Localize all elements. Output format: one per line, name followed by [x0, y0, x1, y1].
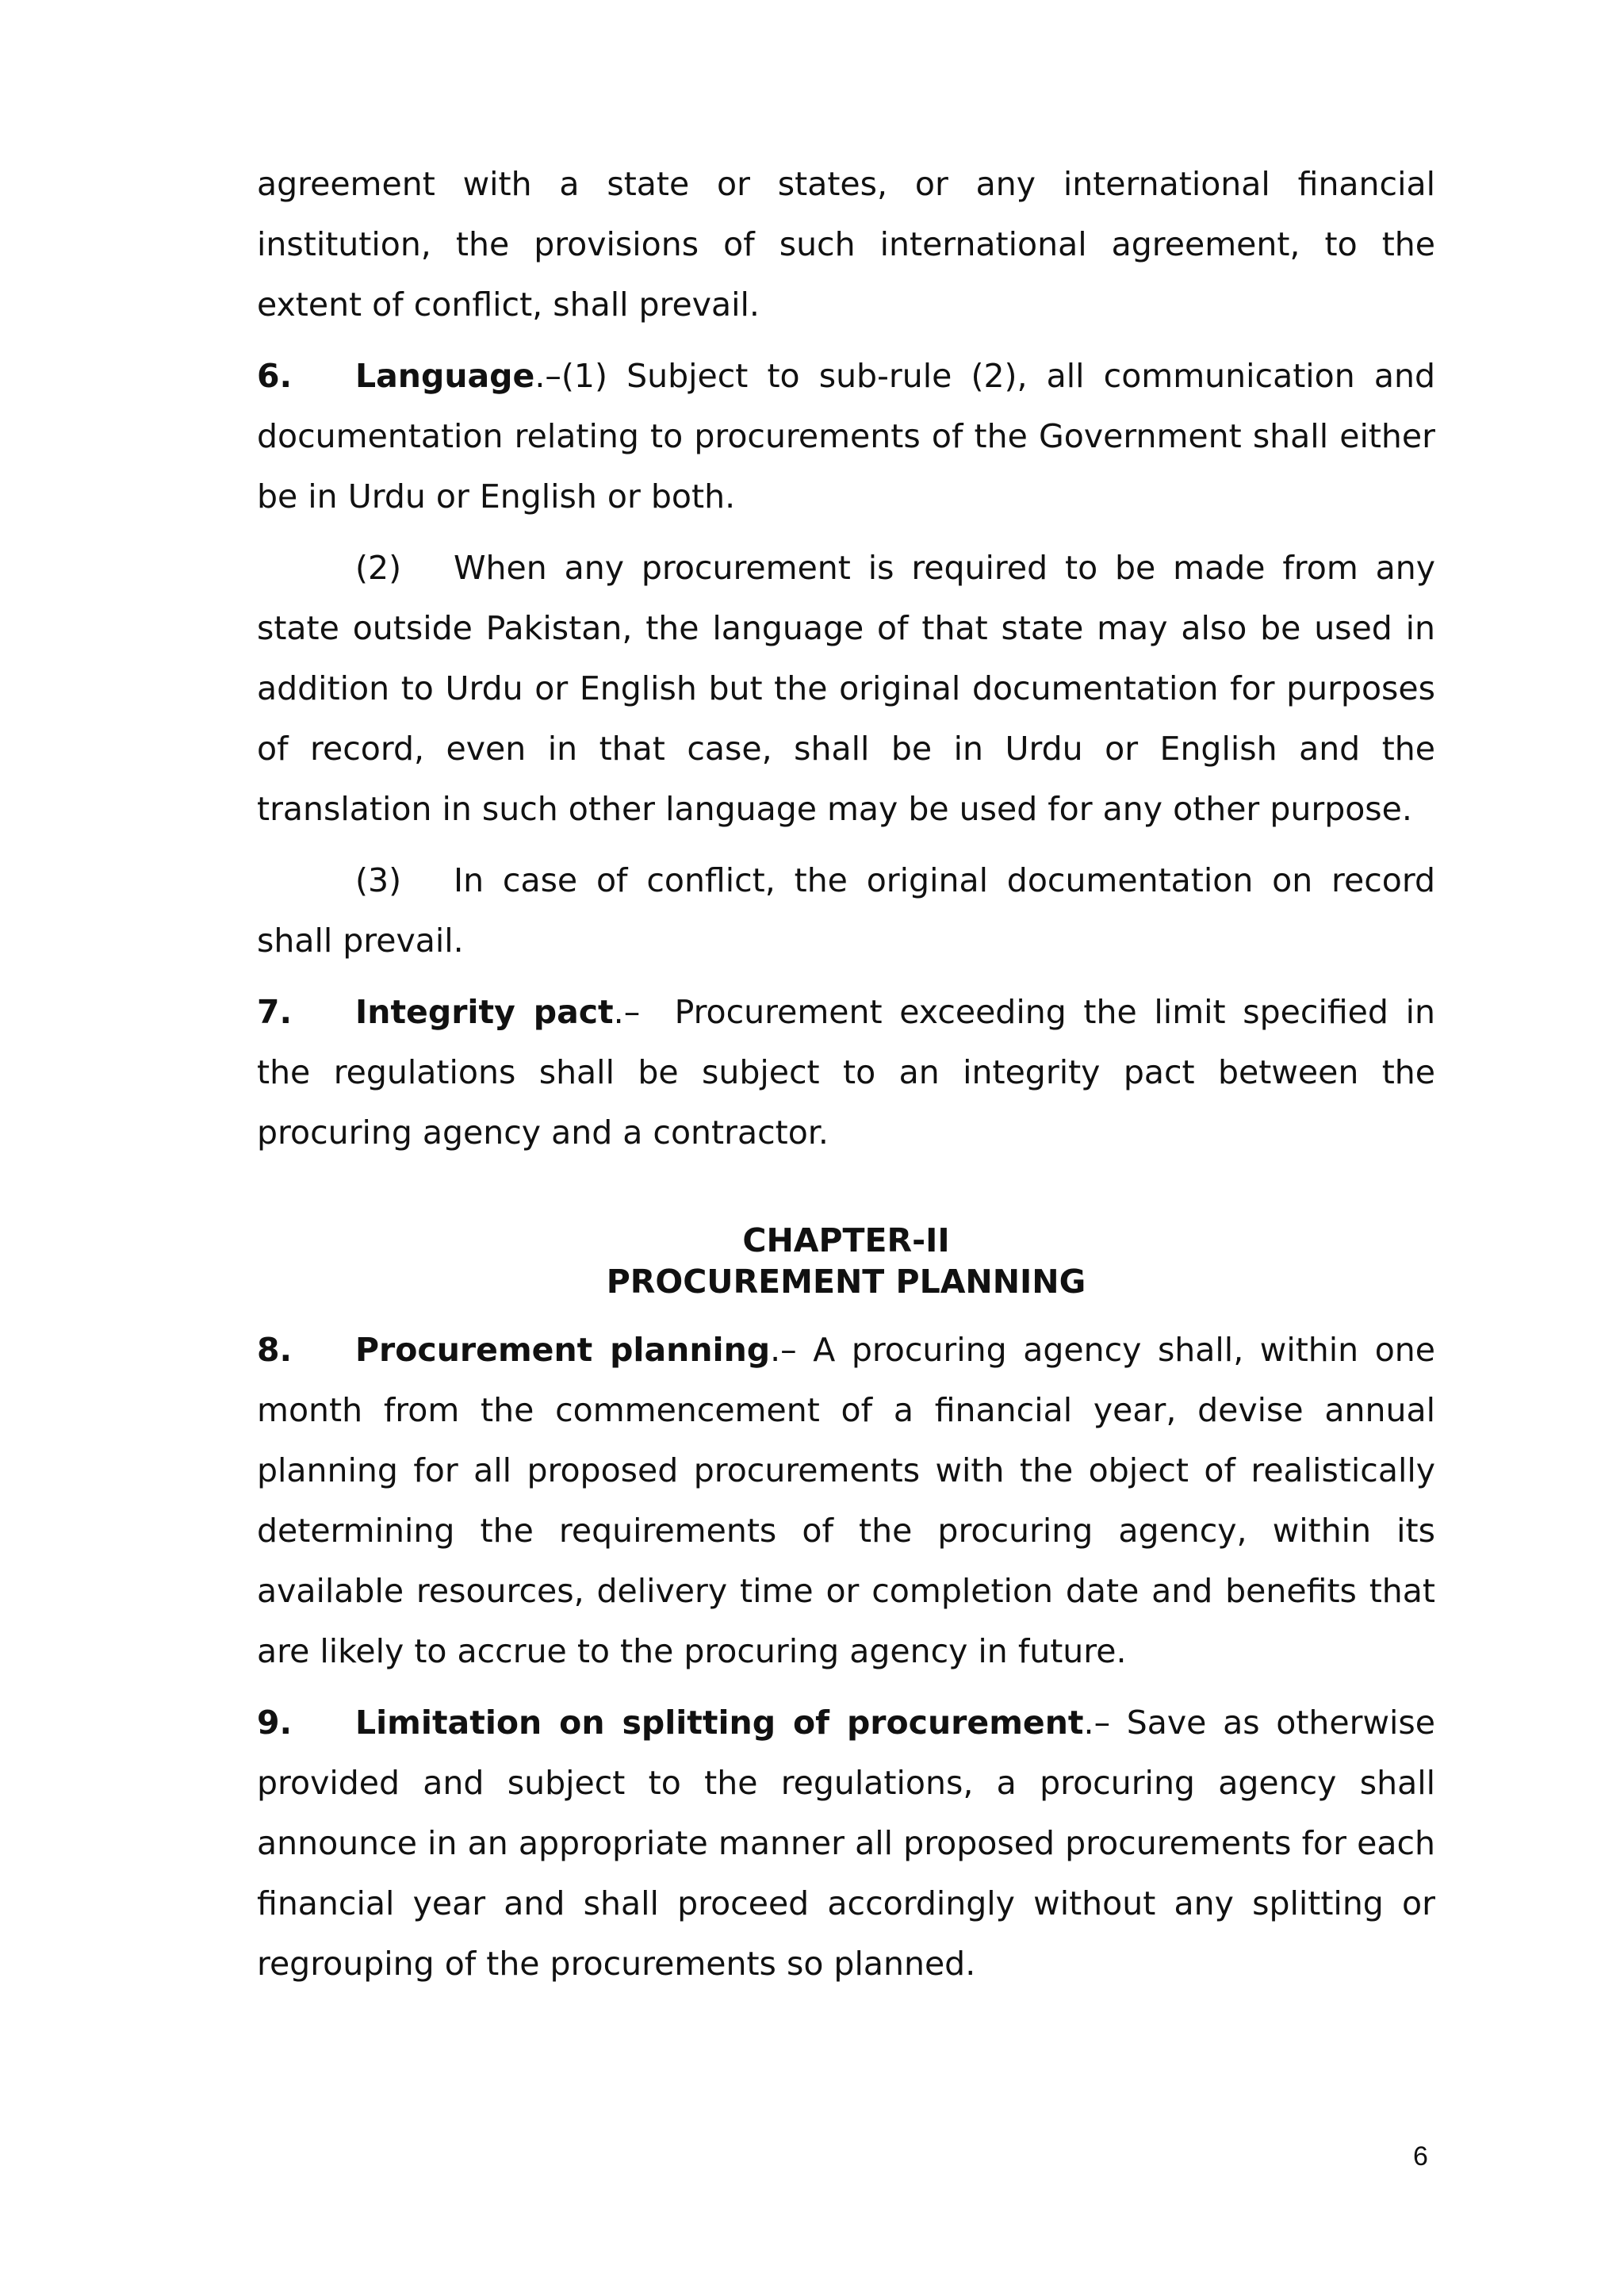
- section-number: 9.: [257, 1704, 293, 1742]
- section-7-integrity-pact: [257, 982, 1446, 1163]
- section-8-procurement-planning: [257, 1320, 1435, 1681]
- section-6-language: [257, 346, 1435, 527]
- section-title: Limitation on splitting of procurement: [355, 1704, 1084, 1742]
- paragraph-intro: agreement with a state or states, or any international financial institution, the provisions of such international agreement, to the extent of conflict, shall prevail.: [257, 165, 1435, 324]
- section-separator: .–: [770, 1331, 797, 1369]
- section-number: 7.: [257, 993, 293, 1031]
- chapter-heading: [257, 1220, 1435, 1302]
- section-6-subrule-3: [257, 850, 1435, 971]
- document-body: [257, 154, 1446, 2005]
- section-text: Save as otherwise provided and subject to the regulations, a procuring agency shall announce in an appropriate manner all proposed procurements for each financial year and shall proceed accordingly without any splitting or regrouping of the procurements so planned.: [257, 1704, 1435, 1983]
- section-9-limitation-on-splitting: [257, 1692, 1435, 1994]
- section-text: A procuring agency shall, within one month from the commencement of a financial year, devise annual planning for all proposed procurements with the object of realistically determining the requirements of the procuring agency, within its available resources, delivery time or completion date and benefits that are likely to accrue to the procuring agency in future.: [257, 1331, 1435, 1670]
- subrule-text: In case of conflict, the original documentation on record shall prevail.: [257, 861, 1435, 960]
- chapter-subtitle: PROCUREMENT PLANNING: [606, 1263, 1086, 1301]
- section-title: Language: [355, 357, 535, 395]
- section-separator: .–: [534, 357, 561, 395]
- section-6-subrule-2: [257, 538, 1435, 839]
- subrule-number: (3): [355, 861, 402, 899]
- subrule-text: When any procurement is required to be made from any state outside Pakistan, the language of that state may also be used in addition to Urdu or English but the original documentation for purposes of record, even in that case, shall be in Urdu or English and the translation in such other language may be used for any other purpose.: [257, 549, 1435, 828]
- section-number: 6.: [257, 357, 293, 395]
- page-number: 6: [1413, 2141, 1428, 2171]
- section-text: (1) Subject to sub-rule (2), all communication and documentation relating to procurements of the Government shall either be in Urdu or English or both.: [257, 357, 1435, 516]
- section-title: Procurement planning: [355, 1331, 771, 1369]
- section-number: 8.: [257, 1331, 293, 1369]
- section-separator: .–: [1083, 1704, 1111, 1742]
- section-separator: .–: [613, 993, 641, 1031]
- section-text: Procurement exceeding the limit specified in the regulations shall be subject to an integrity pact between the procuring agency and a contractor.: [257, 993, 1446, 1152]
- section-title: Integrity pact: [355, 993, 614, 1031]
- subrule-number: (2): [355, 549, 402, 587]
- chapter-title: CHAPTER-II: [742, 1221, 950, 1259]
